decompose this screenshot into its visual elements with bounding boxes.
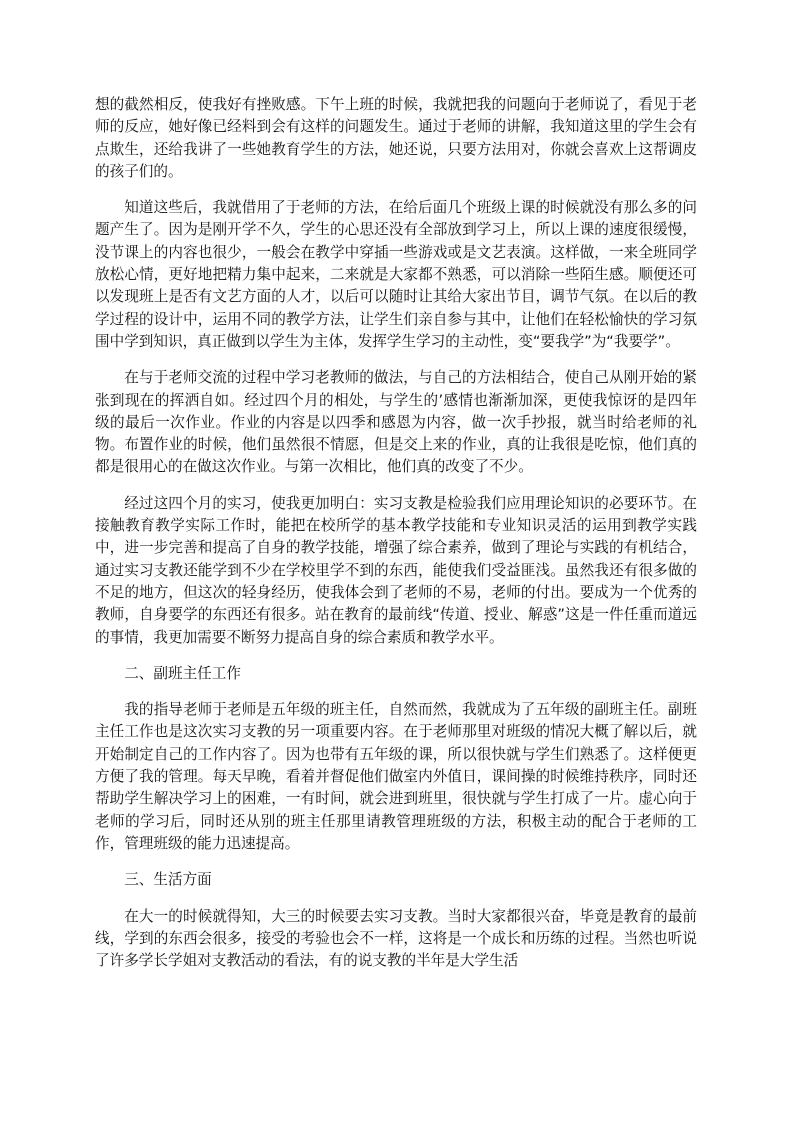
document-page	[95, 94, 697, 986]
paragraph-assistant-teacher: 我的指导老师于老师是五年级的班主任，自然而然，我就成为了五年级的副班主任。副班主任工作也是这次实习支教的另一项重要内容。在于老师那里对班级的情况大概了解以后，就开始制定自己的工作内容了。因为也带有五年级的课，所以很快就与学生们熟悉了。这样便更方便了我的管理。每天早晚，看着并督促他们做室内外值日，课间操的时候维持秩序，同时还帮助学生解决学习上的困难，一有时间，就会进到班里，很快就与学生打成了一片。虚心向于老师的学习后，同时还从别的班主任那里请教管理班级的方法，积极主动的配合于老师的工作，管理班级的能力迅速提高。	[95, 701, 697, 852]
section-heading-assistant-teacher: 二、副班主任工作	[124, 664, 241, 682]
paragraph-exchange: 在与于老师交流的过程中学习老教师的做法，与自己的方法相结合，使自己从刚开始的紧张到现在的挥洒自如。经过四个月的相处，与学生的’感情也渐渐加深，更使我惊讶的是四年级的最后一次作业。作业的内容是以四季和感恩为内容，做一次手抄报，就当时给老师的礼物。布置作业的时候，他们虽然很不情愿，但是交上来的作业，真的让我很是吃惊，他们真的都是很用心的在做这次作业。与第一次相比，他们真的改变了不少。	[95, 369, 697, 476]
paragraph-method: 知道这些后，我就借用了于老师的方法，在给后面几个班级上课的时候就没有那么多的问题产生了。因为是刚开学不久，学生的心思还没有全部放到学习上，所以上课的速度很缓慢，没节课上的内容也很少，一般会在教学中穿插一些游戏或是文艺表演。这样做，一来全班同学放松心情，更好地把精力集中起来，二来就是大家都不熟悉，可以消除一些陌生感。顺便还可以发现班上是否有文艺方面的人才，以后可以随时让其给大家出节目，调节气氛。在以后的教学过程的设计中，运用不同的教学方法，让学生们亲自参与其中，让他们在轻松愉快的学习氛围中学到知识，真正做到以学生为主体，发挥学生学习的主动性，变“要我学”为“我要学”。	[95, 199, 697, 350]
paragraph-continued: 想的截然相反，使我好有挫败感。下午上班的时候，我就把我的问题向于老师说了，看见于老师的反应，她好像已经料到会有这样的问题发生。通过于老师的讲解，我知道这里的学生会有点欺生，还给我讲了一些她教育学生的方法，她还说，只要方法用对，你就会喜欢上这帮调皮的孩子们的。	[95, 96, 697, 180]
paragraph-life: 在大一的时候就得知，大三的时候要去实习支教。当时大家都很兴奋，毕竟是教育的最前线，学到的东西会很多，接受的考验也会不一样，这将是一个成长和历练的过程。当然也听说了许多学长学姐对支教活动的看法，有的说支教的半年是大学生活	[95, 907, 697, 970]
section-heading-life: 三、生活方面	[124, 871, 212, 889]
paragraph-reflection: 经过这四个月的实习，使我更加明白：实习支教是检验我们应用理论知识的必要环节。在接触教育教学实际工作时，能把在校所学的基本教学技能和专业知识灵活的运用到教学实践中，进一步完善和提高了自身的教学技能，增强了综合素养，做到了理论与实践的有机结合，通过实习支教还能学到不少在学校里学不到的东西，能使我们受益匪浅。虽然我还有很多做的不足的地方，但这次的轻身经历，使我体会到了老师的不易，老师的付出。要成为一个优秀的教师，自身要学的东西还有很多。站在教育的最前线“传道、授业、解惑”这是一件任重而道远的事情，我更加需要不断努力提高自身的综合素质和教学水平。	[95, 494, 697, 646]
